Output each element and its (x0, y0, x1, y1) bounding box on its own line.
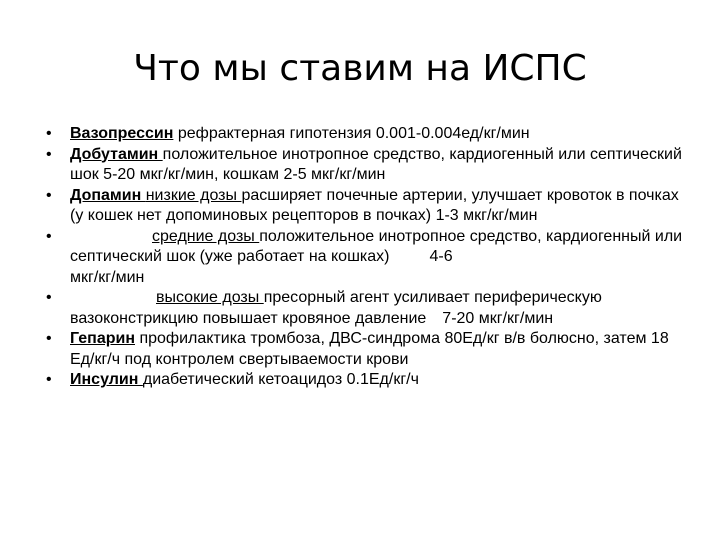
dose-value: 7-20 мкг/кг/мин (442, 309, 554, 327)
bullet-icon: • (46, 186, 52, 204)
list-item (46, 186, 686, 227)
drug-name: Добутамин (70, 145, 163, 163)
bullet-icon: • (46, 227, 52, 245)
dose-label: средние дозы (152, 227, 260, 245)
dose-label: низкие дозы (145, 186, 242, 204)
list-item (46, 370, 686, 391)
item-text: диабетический кетоацидоз 0.1Ед/кг/ч (142, 371, 419, 388)
item-text: расширяет почечные артерии, улучшает кровоток в почках (у кошек нет допоминовых рецепторов в почках) 1-3 мкг/кг/мин (70, 186, 679, 224)
item-text: профилактика тромбоза, ДВС-синдрома 80Ед/кг в/в болюсно, затем 18 Ед/кг/ч под контролем свертываемости крови (70, 330, 669, 368)
drug-name: Инсулин (70, 371, 143, 388)
bullet-icon: • (46, 145, 52, 163)
bullet-list (46, 124, 686, 391)
item-text: положительное инотропное средство, кардиогенный или септический шок (уже работает на кошках) (70, 227, 683, 265)
list-item (46, 124, 686, 145)
list-item (46, 288, 686, 329)
item-text: положительное инотропное средство, кардиогенный или септический шок 5-20 мкг/кг/мин, кошкам 2-5 мкг/кг/мин (70, 145, 682, 183)
bullet-icon: • (46, 330, 52, 347)
list-item (46, 227, 686, 289)
list-item (46, 145, 686, 186)
item-text: пресорный агент усиливает периферическую вазоконстрикцию повышает кровяное давление (70, 289, 602, 327)
slide-title: Что мы ставим на ИСПС (133, 48, 587, 89)
dose-value: 4-6 (429, 248, 453, 265)
drug-name: Вазопрессин (70, 125, 174, 142)
item-text: рефрактерная гипотензия 0.001-0.004ед/кг/мин (173, 125, 530, 142)
bullet-icon: • (46, 125, 52, 142)
dose-unit: мкг/кг/мин (70, 268, 145, 286)
drug-name: Гепарин (70, 330, 135, 347)
bullet-icon: • (46, 371, 52, 388)
drug-name: Допамин (70, 186, 146, 204)
list-item (46, 329, 686, 370)
bullet-icon: • (46, 289, 52, 306)
dose-label: высокие дозы (156, 289, 264, 306)
